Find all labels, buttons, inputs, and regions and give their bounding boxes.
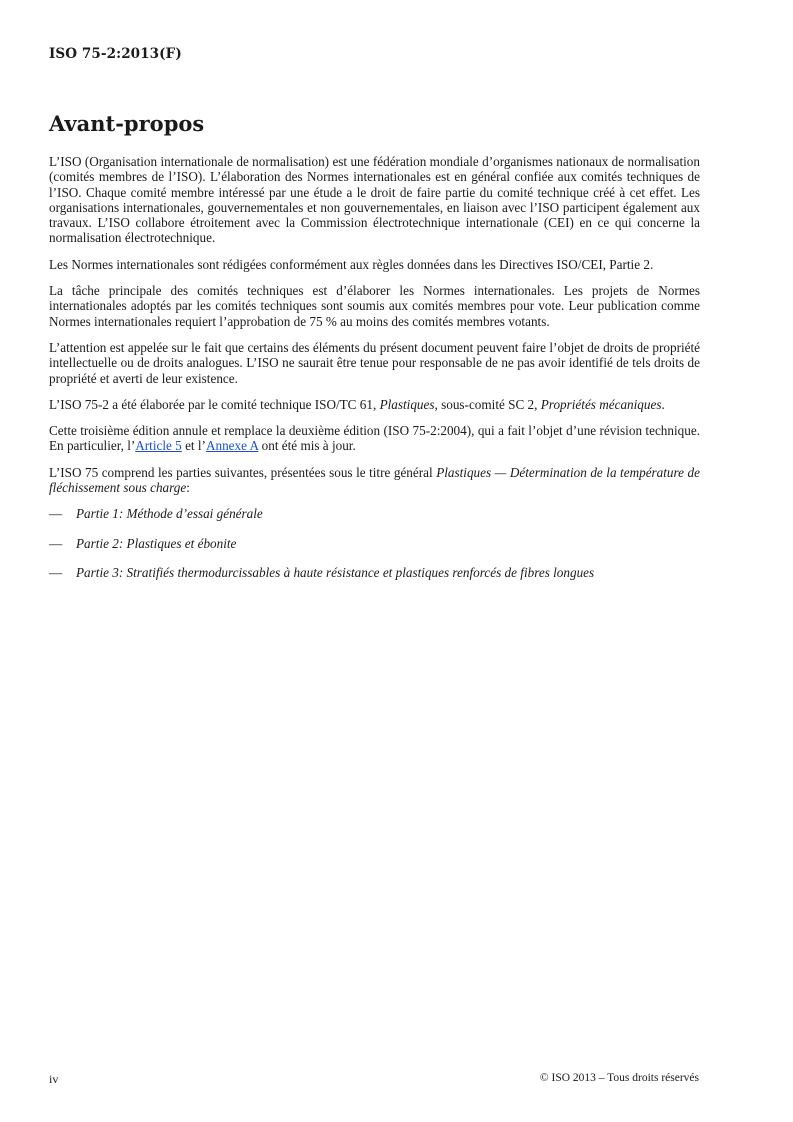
paragraph-patent-notice: L’attention est appelée sur le fait que certains des éléments du présent document peuvent faire l’objet de droits de propriété intellectuelle ou de droits analogues. L’ISO ne saurait être tenue pour responsable de ne pas avoir identifié de tels droits de propriété et averti de leur existence. xyxy=(49,339,700,386)
list-item-text: Partie 3: Stratifiés thermodurcissables à haute résistance et plastiques renforcés de fibres longues xyxy=(76,564,595,580)
paragraph-parts-intro xyxy=(49,465,700,496)
document-code: ISO 75-2:2013(F) xyxy=(49,46,182,62)
paragraph-directives: Les Normes internationales sont rédigées conformément aux règles données dans les Directives ISO/CEI, Partie 2. xyxy=(49,256,654,272)
committee-name: Plastiques xyxy=(379,396,435,412)
paragraph-iso-intro: L’ISO (Organisation internationale de normalisation) est une fédération mondiale d’organismes nationaux de normalisation (comités membres de l’ISO). L’élaboration des Normes internationales est en général confiée aux comités techniques de l’ISO. Chaque comité membre intéressé par une étude a le droit de faire partie du comité technique créé à cet effet. Les organisations internationales, gouvernementales et non gouvernementales, en liaison avec l’ISO participent également aux travaux. L’ISO collabore étroitement avec la Commission électrotechnique internationale (CEI) en ce qui concerne la normalisation électrotechnique. xyxy=(49,154,700,246)
prepared-by-prefix: L’ISO 75-2 a été élaborée par le comité technique ISO/TC 61, xyxy=(49,396,380,412)
list-dash: — xyxy=(49,564,63,580)
list-item xyxy=(49,565,700,580)
list-dash: — xyxy=(49,535,63,551)
edition-suffix: ont été mis à jour. xyxy=(258,438,356,454)
annexe-a-link[interactable]: Annexe A xyxy=(205,438,259,454)
copyright-notice: © ISO 2013 – Tous droits réservés xyxy=(539,1072,699,1084)
paragraph-committees: La tâche principale des comités techniques est d’élaborer les Normes internationales. Les projets de Normes internationales adoptés par les comités techniques sont soumis aux comités membres pour vote. Leur publication comme Normes internationales requiert l’approbation de 75 % au moins des comités membres votants. xyxy=(49,283,700,329)
edition-middle: et l’ xyxy=(181,438,206,454)
page-title: Avant-propos xyxy=(49,111,205,136)
list-item xyxy=(49,506,700,521)
list-item-text: Partie 1: Méthode d’essai générale xyxy=(76,506,263,522)
edition-prefix: Cette troisième édition annule et remplace la deuxième édition (ISO 75-2:2004), qui a fait l’objet d’une révision technique. En particulier, l’ xyxy=(49,423,700,454)
prepared-by-suffix: . xyxy=(661,396,665,412)
paragraph-edition xyxy=(49,423,700,454)
paragraph-prepared-by xyxy=(49,397,700,412)
general-title: Plastiques — Détermination de la température de fléchissement sous charge xyxy=(49,464,700,496)
list-dash: — xyxy=(49,506,63,522)
article-5-link[interactable]: Article 5 xyxy=(135,438,182,454)
list-item xyxy=(49,536,700,551)
parts-intro-suffix: : xyxy=(186,480,190,496)
list-item-text: Partie 2: Plastiques et ébonite xyxy=(76,535,237,551)
foreword-body xyxy=(49,154,700,594)
page-number: iv xyxy=(49,1072,59,1086)
subcommittee-name: Propriétés mécaniques xyxy=(540,396,662,412)
parts-intro-prefix: L’ISO 75 comprend les parties suivantes, présentées sous le titre général xyxy=(49,464,437,480)
prepared-by-middle: , sous-comité SC 2, xyxy=(434,396,541,412)
